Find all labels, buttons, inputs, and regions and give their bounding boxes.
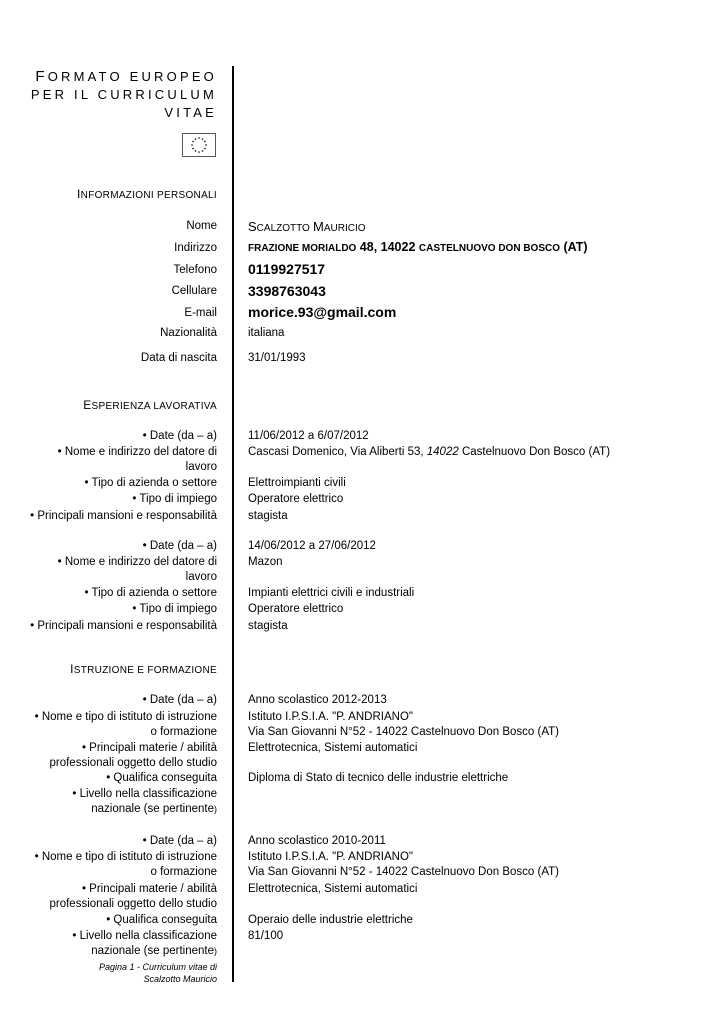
- exp2-duties-label: • Principali mansioni e responsabilità: [30, 620, 217, 632]
- exp1-dates: 11/06/2012 a 6/07/2012: [248, 430, 369, 442]
- birth-value: 31/01/1993: [248, 352, 306, 364]
- exp1-duties-label: • Principali mansioni e responsabilità: [30, 510, 217, 522]
- edu1-qualification-label: • Qualifica conseguita: [106, 772, 217, 784]
- edu1-dates: Anno scolastico 2012-2013: [248, 694, 387, 706]
- exp2-duties: stagista: [248, 620, 288, 632]
- edu2-qualification: Operaio delle industrie elettriche: [248, 914, 413, 926]
- birth-label: Data di nascita: [140, 352, 217, 364]
- exp1-employer-label: • Nome e indirizzo del datore di lavoro: [57, 446, 217, 473]
- exp2-type-label: • Tipo di impiego: [132, 603, 217, 615]
- edu2-institute: Istituto I.P.S.I.A. "P. ANDRIANO" Via San Giovanni N°52 - 14022 Castelnuovo Don Bosco (AT): [248, 851, 560, 878]
- cv-title: [31, 68, 217, 122]
- footer-line2: Scalzotto Mauricio: [143, 974, 217, 984]
- footer-line1: Pagina 1 - Curriculum vitae di: [98, 962, 217, 972]
- nationality-label: Nazionalità: [160, 327, 217, 339]
- address-label: Indirizzo: [174, 242, 217, 254]
- vertical-divider: [232, 66, 234, 982]
- edu2-subjects: Elettrotecnica, Sistemi automatici: [248, 883, 418, 895]
- edu1-dates-label: • Date (da – a): [142, 694, 217, 706]
- title-initial: F: [35, 68, 48, 85]
- name-value: SCALZOTTO MAURICIO: [248, 219, 366, 234]
- exp2-sector-label: • Tipo di azienda o settore: [84, 587, 217, 599]
- exp1-sector-label: • Tipo di azienda o settore: [84, 477, 217, 489]
- edu1-subjects: Elettrotecnica, Sistemi automatici: [248, 742, 418, 754]
- exp1-dates-label: • Date (da – a): [142, 430, 217, 442]
- address-value: FRAZIONE MORIALDO 48, 14022 CASTELNUOVO DON BOSCO (AT): [248, 240, 588, 254]
- exp1-type: Operatore elettrico: [248, 493, 344, 505]
- nationality-value: italiana: [248, 327, 285, 339]
- edu2-level-label: • Livello nella classificazione nazionale (se pertinente): [72, 930, 217, 957]
- email-value: morice.93@gmail.com: [248, 304, 397, 320]
- exp1-type-label: • Tipo di impiego: [132, 493, 217, 505]
- title-line1: ORMATO EUROPEO: [47, 69, 217, 84]
- edu2-qualification-label: • Qualifica conseguita: [106, 914, 217, 926]
- exp2-dates-label: • Date (da – a): [142, 540, 217, 552]
- email-label: E-mail: [184, 307, 217, 319]
- phone-label: Telefono: [173, 264, 217, 276]
- exp2-employer-label: • Nome e indirizzo del datore di lavoro: [57, 556, 217, 583]
- edu2-dates-label: • Date (da – a): [142, 835, 217, 847]
- exp2-sector: Impianti elettrici civili e industriali: [248, 587, 415, 599]
- exp1-employer: Cascasi Domenico, Via Aliberti 53, 14022 Castelnuovo Don Bosco (AT): [248, 446, 611, 458]
- name-label: Nome: [186, 220, 217, 232]
- edu1-level-label: • Livello nella classificazione nazionale (se pertinente): [72, 788, 217, 815]
- exp1-sector: Elettroimpianti civili: [248, 477, 346, 489]
- mobile-label: Cellulare: [171, 285, 217, 297]
- edu1-institute: Istituto I.P.S.I.A. "P. ANDRIANO" Via San Giovanni N°52 - 14022 Castelnuovo Don Bosco (AT): [248, 711, 560, 738]
- phone-value: 0119927517: [248, 261, 326, 277]
- title-line3: VITAE: [164, 105, 217, 120]
- edu2-dates: Anno scolastico 2010-2011: [248, 835, 386, 847]
- edu1-institute-label: • Nome e tipo di istituto di istruzione o formazione: [34, 711, 217, 738]
- edu1-subjects-label: • Principali materie / abilità professionali oggetto dello studio: [49, 742, 217, 769]
- section-education-heading: ISTRUZIONE E FORMAZIONE: [70, 662, 217, 676]
- exp1-duties: stagista: [248, 510, 288, 522]
- edu2-level: 81/100: [248, 930, 284, 942]
- eu-flag-icon: [182, 133, 216, 157]
- edu2-subjects-label: • Principali materie / abilità professionali oggetto dello studio: [49, 883, 217, 910]
- exp2-type: Operatore elettrico: [248, 603, 344, 615]
- edu2-institute-label: • Nome e tipo di istituto di istruzione o formazione: [34, 851, 217, 878]
- edu1-qualification: Diploma di Stato di tecnico delle industrie elettriche: [248, 772, 509, 784]
- mobile-value: 3398763043: [248, 283, 326, 299]
- section-experience-heading: ESPERIENZA LAVORATIVA: [83, 398, 217, 412]
- exp2-employer: Mazon: [248, 556, 283, 568]
- title-line2: PER IL CURRICULUM: [30, 87, 217, 102]
- exp2-dates: 14/06/2012 a 27/06/2012: [248, 540, 376, 552]
- section-personal-heading: INFORMAZIONI PERSONALI: [77, 187, 217, 201]
- page-footer: [99, 961, 217, 985]
